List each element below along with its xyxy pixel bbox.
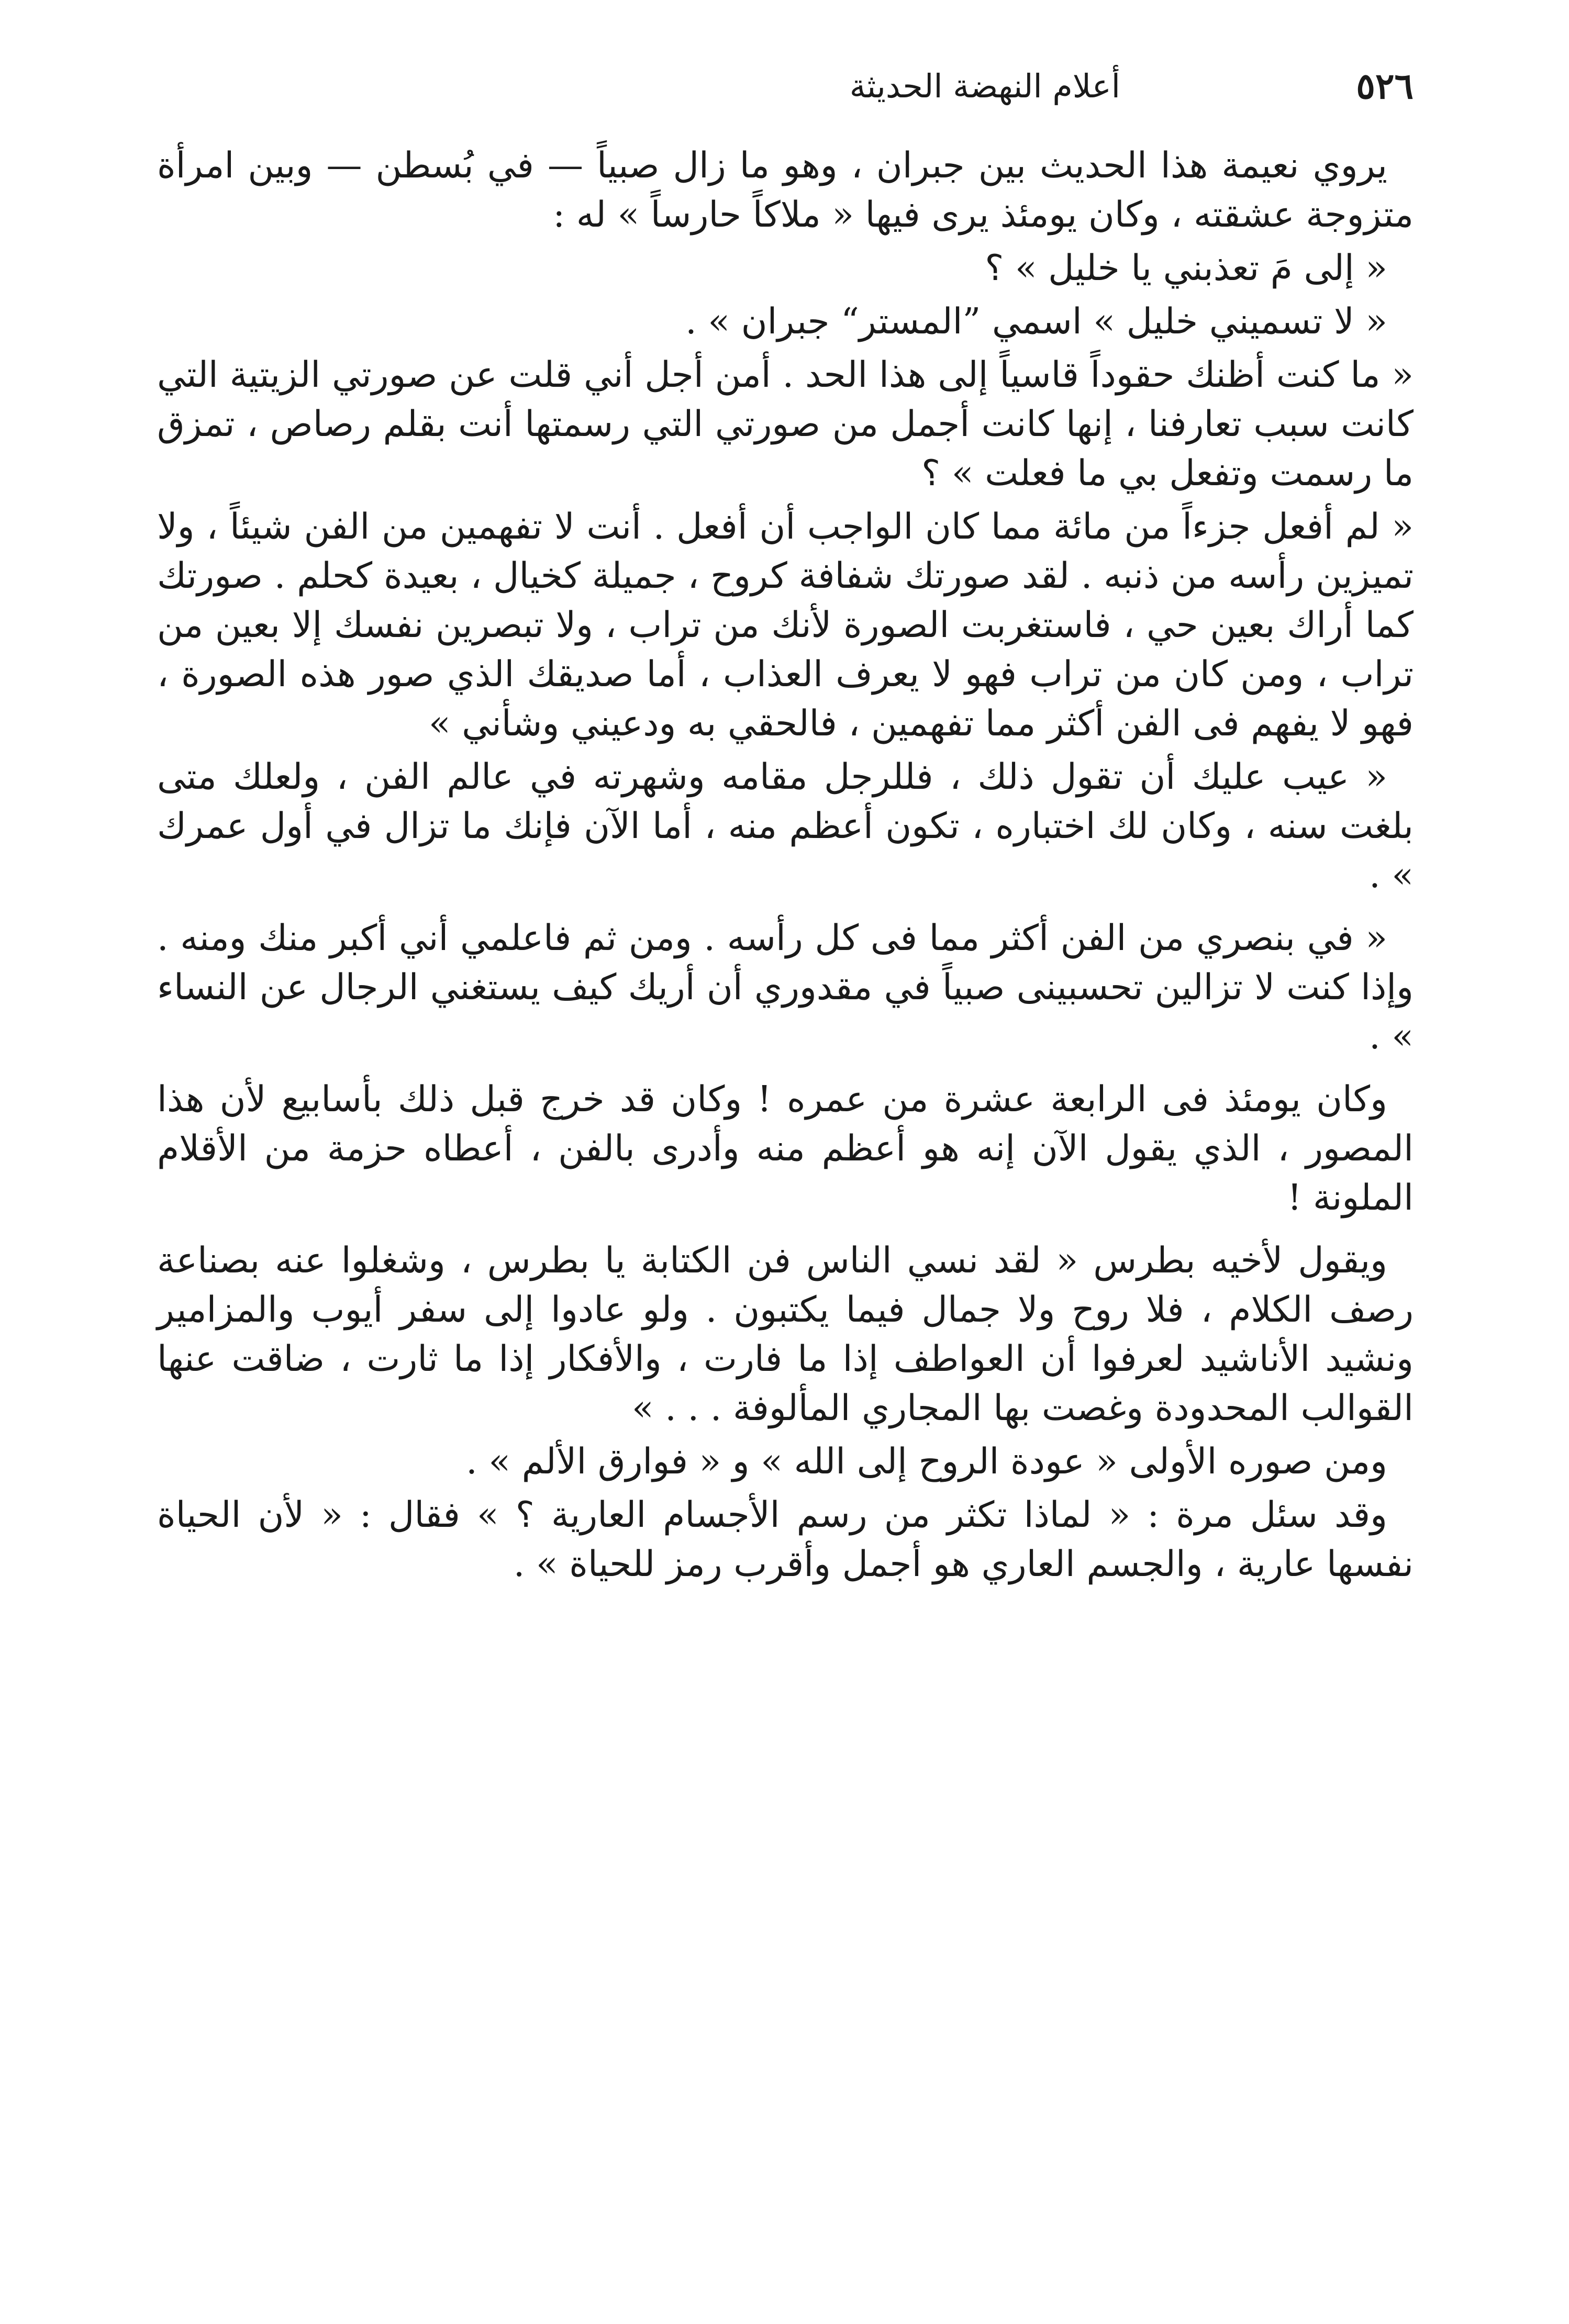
paragraph-dialogue: « ما كنت أظنك حقوداً قاسياً إلى هذا الحد . أمن أجل أني قلت عن صورتي الزيتية التي كانت سبب تعارفنا ، إنها كانت أجمل من صورتي التي رسمتها أنت بقلم رصاص ، تمزق ما رسمت وتفعل بي ما فعلت » ؟ — [157, 354, 1414, 494]
paragraph-intro: يروي نعيمة هذا الحديث بين جبران ، وهو ما زال صبياً — في بُسطن — وبين امرأة متزوجة عشقته ، وكان يومئذ يرى فيها « ملاكاً حارساً » له : — [157, 145, 1414, 236]
paragraph-narrative: وكان يومئذ فى الرابعة عشرة من عمره ! وكان قد خرج قبل ذلك بأسابيع لأن هذا المصور ، الذي يقول الآن إنه هو أعظم منه وأدرى بالفن ، أعطاه حزمة من الأقلام الملونة ! — [157, 1079, 1414, 1219]
paragraph-nude-question: وقد سئل مرة : « لماذا تكثر من رسم الأجسام العارية ؟ » فقال : « لأن الحياة نفسها عارية ، والجسم العاري هو أجمل وأقرب رمز للحياة » . — [157, 1494, 1414, 1585]
paragraph-dialogue: « إلى مَ تعذبني يا خليل » ؟ — [985, 248, 1387, 289]
paragraph-early-works: ومن صوره الأولى « عودة الروح إلى الله » و « فوارق الألم » . — [466, 1441, 1387, 1482]
paragraph-dialogue: « في بنصري من الفن أكثر مما فى كل رأسه . ومن ثم فاعلمي أني أكبر منك ومنه . وإذا كنت لا تزالين تحسبينى صبياً في مقدوري أن أريك كيف يستغني الرجال عن النساء » . — [157, 918, 1414, 1057]
page-number: ٥٢٦ — [1356, 65, 1414, 107]
paragraph-dialogue: « عيب عليك أن تقول ذلك ، فللرجل مقامه وشهرته في عالم الفن ، ولعلك متى بلغت سنه ، وكان لك اختباره ، تكون أعظم منه ، أما الآن فإنك ما تزال في أول عمرك » . — [157, 756, 1414, 896]
body-text — [157, 141, 1414, 1589]
paragraph-dialogue: « لم أفعل جزءاً من مائة مما كان الواجب أن أفعل . أنت لا تفهمين من الفن شيئاً ، ولا تميزين رأسه من ذنبه . لقد صورتك شفافة كروح ، جميلة كخيال ، بعيدة كحلم . صورتك كما أراك بعين حي ، فاستغربت الصورة لأنك من تراب ، ولا تبصرين نفسك إلا بعين من تراب ، ومن كان من تراب فهو لا يعرف العذاب ، أما صديقك الذي صور هذه الصورة ، فهو لا يفهم فى الفن أكثر مما تفهمين ، فالحقي به ودعيني وشأني » — [157, 506, 1414, 744]
page-header — [157, 63, 1414, 110]
running-title: أعلام النهضة الحديثة — [849, 67, 1120, 105]
book-page — [157, 63, 1414, 2261]
paragraph-quote-boutros: ويقول لأخيه بطرس « لقد نسي الناس فن الكتابة يا بطرس ، وشغلوا عنه بصناعة رصف الكلام ، فلا روح ولا جمال فيما يكتبون . ولو عادوا إلى سفر أيوب والمزامير ونشيد الأناشيد لعرفوا أن العواطف إذا ما فارت ، والأفكار إذا ما ثارت ، ضاقت عنها القوالب المحدودة وغصت بها المجاري المألوفة . . . » — [157, 1240, 1414, 1429]
paragraph-dialogue: « لا تسميني خليل » اسمي ”المستر“ جبران » . — [685, 301, 1387, 342]
